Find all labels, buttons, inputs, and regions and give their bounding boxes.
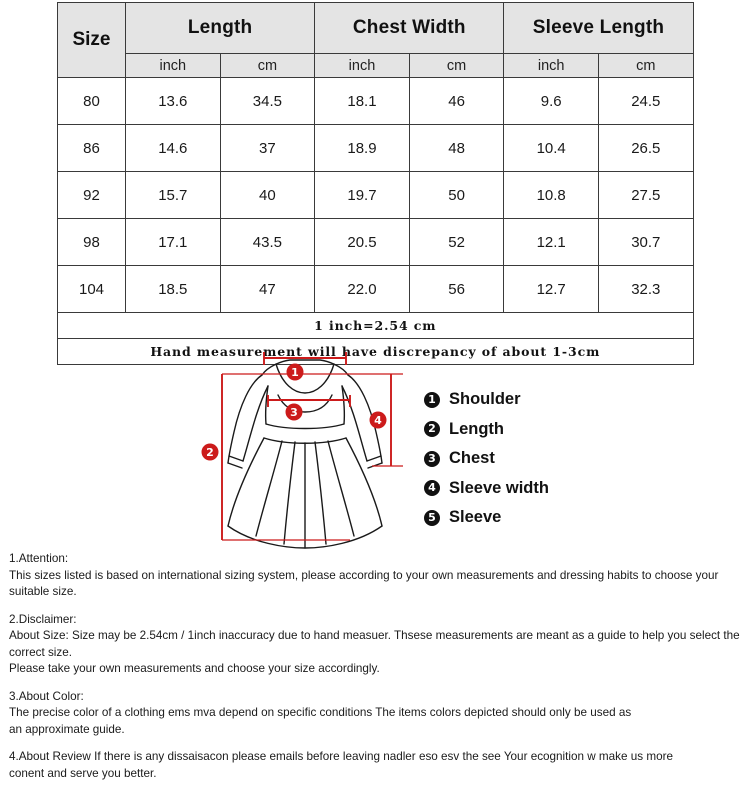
cell-length-inch: 13.6 [126, 78, 221, 125]
table-row [58, 172, 694, 219]
header-size: Size [58, 3, 126, 78]
legend-item-sleeve [424, 503, 624, 533]
measurement-lines-group [222, 352, 403, 540]
note-disclaimer-body-2: Please take your own measurements and choose your size accordingly. [9, 662, 380, 675]
legend-badge-4-icon: 4 [424, 480, 440, 496]
header-group-length: Length [126, 3, 315, 54]
cell-sleeve-inch: 10.8 [504, 172, 599, 219]
header-unit-chest-cm: cm [409, 54, 504, 78]
cell-sleeve-cm: 32.3 [598, 266, 693, 313]
cell-chest-inch: 18.1 [315, 78, 410, 125]
marker-2-label: 2 [206, 446, 214, 459]
legend-label-chest: Chest [449, 449, 495, 468]
dress-left-sleeve-outer [228, 375, 262, 463]
dress-pleat-2 [284, 442, 295, 544]
marker-3-label: 3 [290, 406, 298, 419]
legend-badge-3-icon: 3 [424, 451, 440, 467]
cell-length-cm: 34.5 [220, 78, 315, 125]
cell-sleeve-inch: 9.6 [504, 78, 599, 125]
cell-sleeve-inch: 10.4 [504, 125, 599, 172]
note-color-body-1: The precise color of a clothing ems mva depend on specific conditions The items colors depicted should only be used as [9, 706, 632, 719]
header-unit-chest-inch: inch [315, 54, 410, 78]
dress-pleat-1 [256, 441, 282, 536]
cell-chest-cm: 50 [409, 172, 504, 219]
note-about-color [9, 689, 745, 739]
dress-right-sleeve-inner [342, 386, 367, 461]
marker-4-label: 4 [374, 414, 382, 427]
legend-item-shoulder [424, 385, 624, 415]
cell-length-inch: 15.7 [126, 172, 221, 219]
dress-left-cuff-top [229, 456, 243, 461]
legend-badge-5-icon: 5 [424, 510, 440, 526]
legend-badge-2-icon: 2 [424, 421, 440, 437]
cell-length-cm: 37 [220, 125, 315, 172]
note-hand-measurement: Hand measurement will have discrepancy of about 1-3cm [58, 339, 694, 365]
table-header [58, 3, 694, 78]
dress-left-sleeve-inner [243, 386, 268, 461]
cell-size: 104 [58, 266, 126, 313]
note-disclaimer-body-1: About Size: Size may be 2.54cm / 1inch inaccuracy due to hand measuer. Thsese measurements are meant as a guide to help you select the correct size. [9, 629, 740, 659]
note-attention [9, 551, 745, 601]
dress-left-cuff-bottom [228, 463, 242, 468]
measurement-legend [424, 385, 624, 533]
header-group-chest-width: Chest Width [315, 3, 504, 54]
cell-chest-inch: 18.9 [315, 125, 410, 172]
cell-sleeve-inch: 12.1 [504, 219, 599, 266]
cell-size: 80 [58, 78, 126, 125]
note-disclaimer [9, 612, 745, 678]
cell-chest-inch: 22.0 [315, 266, 410, 313]
header-unit-length-cm: cm [220, 54, 315, 78]
cell-chest-inch: 20.5 [315, 219, 410, 266]
note-disclaimer-title: 2.Disclaimer: [9, 612, 77, 626]
cell-sleeve-cm: 26.5 [598, 125, 693, 172]
legend-label-length: Length [449, 419, 504, 438]
cell-chest-inch: 19.7 [315, 172, 410, 219]
legend-label-sleeve-width: Sleeve width [449, 478, 549, 497]
dress-pleat-3 [315, 442, 326, 544]
legend-item-chest [424, 444, 624, 474]
dress-measurement-diagram [190, 350, 420, 550]
header-unit-length-inch: inch [126, 54, 221, 78]
cell-length-inch: 18.5 [126, 266, 221, 313]
table-header-row-groups [58, 3, 694, 54]
cell-length-cm: 47 [220, 266, 315, 313]
legend-label-sleeve: Sleeve [449, 508, 502, 527]
dress-right-cuff-top [367, 456, 381, 461]
cell-sleeve-cm: 30.7 [598, 219, 693, 266]
table-row [58, 266, 694, 313]
cell-sleeve-inch: 12.7 [504, 266, 599, 313]
cell-sleeve-cm: 24.5 [598, 78, 693, 125]
dress-outline-group [228, 360, 382, 548]
cell-chest-cm: 52 [409, 219, 504, 266]
cell-chest-cm: 48 [409, 125, 504, 172]
note-review-body-2: conent and serve you better. [9, 766, 157, 780]
note-review-body-1: 4.About Review If there is any dissaisacon please emails before leaving nadler eso esv the see Your ecognition w make us more [9, 750, 673, 763]
size-chart-table-container [57, 2, 693, 365]
cell-length-inch: 14.6 [126, 125, 221, 172]
cell-size: 86 [58, 125, 126, 172]
table-footer-row-conversion [58, 313, 694, 339]
note-inch-conversion: 1 inch=2.54 cm [58, 313, 694, 339]
note-color-title: 3.About Color: [9, 689, 84, 703]
table-header-row-units [58, 54, 694, 78]
header-unit-sleeve-inch: inch [504, 54, 599, 78]
dress-waist-top [266, 424, 344, 429]
note-about-review [9, 749, 745, 782]
size-chart-table [57, 2, 694, 365]
legend-item-sleeve-width [424, 474, 624, 504]
note-attention-body: This sizes listed is based on international sizing system, please according to your own measurements and dressing habits to choose your suitable size. [9, 568, 719, 598]
cell-length-cm: 40 [220, 172, 315, 219]
legend-badge-1-icon: 1 [424, 392, 440, 408]
legend-item-length [424, 415, 624, 445]
cell-size: 98 [58, 219, 126, 266]
cell-size: 92 [58, 172, 126, 219]
table-row [58, 219, 694, 266]
notes-section [9, 551, 745, 793]
dress-pleat-4 [328, 441, 354, 536]
dress-neckline [276, 364, 334, 393]
header-group-sleeve-length: Sleeve Length [504, 3, 693, 54]
legend-label-shoulder: Shoulder [449, 390, 521, 409]
marker-1-label: 1 [291, 366, 299, 379]
cell-sleeve-cm: 27.5 [598, 172, 693, 219]
dress-shoulder-line [262, 360, 348, 375]
cell-chest-cm: 56 [409, 266, 504, 313]
cell-length-inch: 17.1 [126, 219, 221, 266]
cell-length-cm: 43.5 [220, 219, 315, 266]
note-attention-title: 1.Attention: [9, 552, 69, 565]
table-row [58, 78, 694, 125]
note-color-body-2: an approximate guide. [9, 722, 125, 736]
table-body [58, 78, 694, 365]
cell-chest-cm: 46 [409, 78, 504, 125]
header-unit-sleeve-cm: cm [598, 54, 693, 78]
table-row [58, 125, 694, 172]
dress-diagram-svg [190, 350, 420, 550]
